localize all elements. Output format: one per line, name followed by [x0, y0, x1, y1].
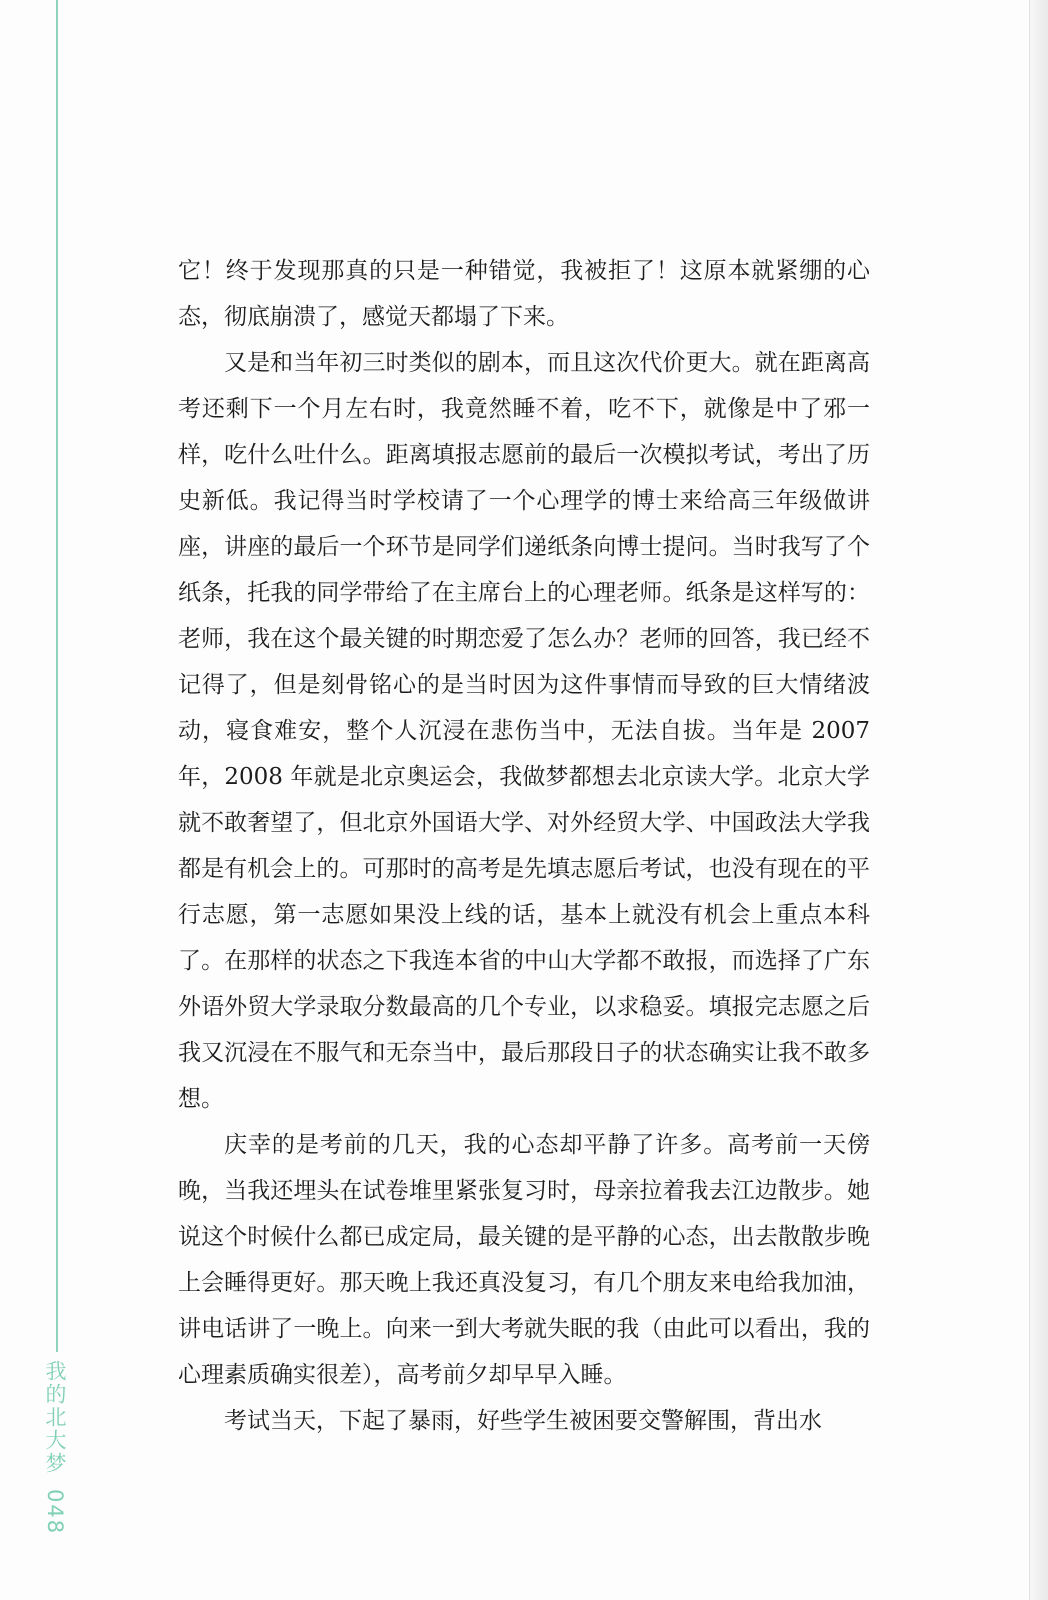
running-footer: [44, 1360, 70, 1535]
paragraph: 考试当天，下起了暴雨，好些学生被困要交警解围，背出水: [224, 1408, 822, 1434]
paragraph-continued: 它！终于发现那真的只是一种错觉，我被拒了！这原本就紧绷的心态，彻底崩溃了，感觉天都塌了下来。: [178, 258, 870, 330]
page-edge: [1029, 0, 1048, 1600]
paragraph: 又是和当年初三时类似的剧本，而且这次代价更大。就在距离高考还剩下一个月左右时，我竟然睡不着，吃不下，就像是中了邪一样，吃什么吐什么。距离填报志愿前的最后一次模拟考试，考出了历史新低。我记得当时学校请了一个心理学的博士来给高三年级做讲座，讲座的最后一个环节是同学们递纸条向博士提问。当时我写了个纸条，托我的同学带给了在主席台上的心理老师。纸条是这样写的：老师，我在这个最关键的时期恋爱了怎么办？老师的回答，我已经不记得了，但是刻骨铭心的是当时因为这件事情而导致的巨大情绪波动，寝食难安，整个人沉浸在悲伤当中，无法自拔。当年是 2007 年，2008 年就是北京奥运会，我做梦都想去北京读大学。北京大学就不敢奢望了，但北京外国语大学、对外经贸大学、中国政法大学我都是有机会上的。可那时的高考是先填志愿后考试，也没有现在的平行志愿，第一志愿如果没上线的话，基本上就没有机会上重点本科了。在那样的状态之下我连本省的中山大学都不敢报，而选择了广东外语外贸大学录取分数最高的几个专业，以求稳妥。填报完志愿之后我又沉浸在不服气和无奈当中，最后那段日子的状态确实让我不敢多想。: [178, 350, 870, 1112]
book-title: 我的北大梦: [43, 1360, 67, 1475]
margin-rule: [56, 0, 58, 1352]
paragraph: 庆幸的是考前的几天，我的心态却平静了许多。高考前一天傍晚，当我还埋头在试卷堆里紧张复习时，母亲拉着我去江边散步。她说这个时候什么都已成定局，最关键的是平静的心态，出去散散步晚上会睡得更好。那天晚上我还真没复习，有几个朋友来电给我加油，讲电话讲了一晚上。向来一到大考就失眠的我（由此可以看出，我的心理素质确实很差），高考前夕却早早入睡。: [178, 1132, 870, 1388]
page-number: 048: [43, 1489, 67, 1536]
body-text: [178, 248, 870, 1444]
